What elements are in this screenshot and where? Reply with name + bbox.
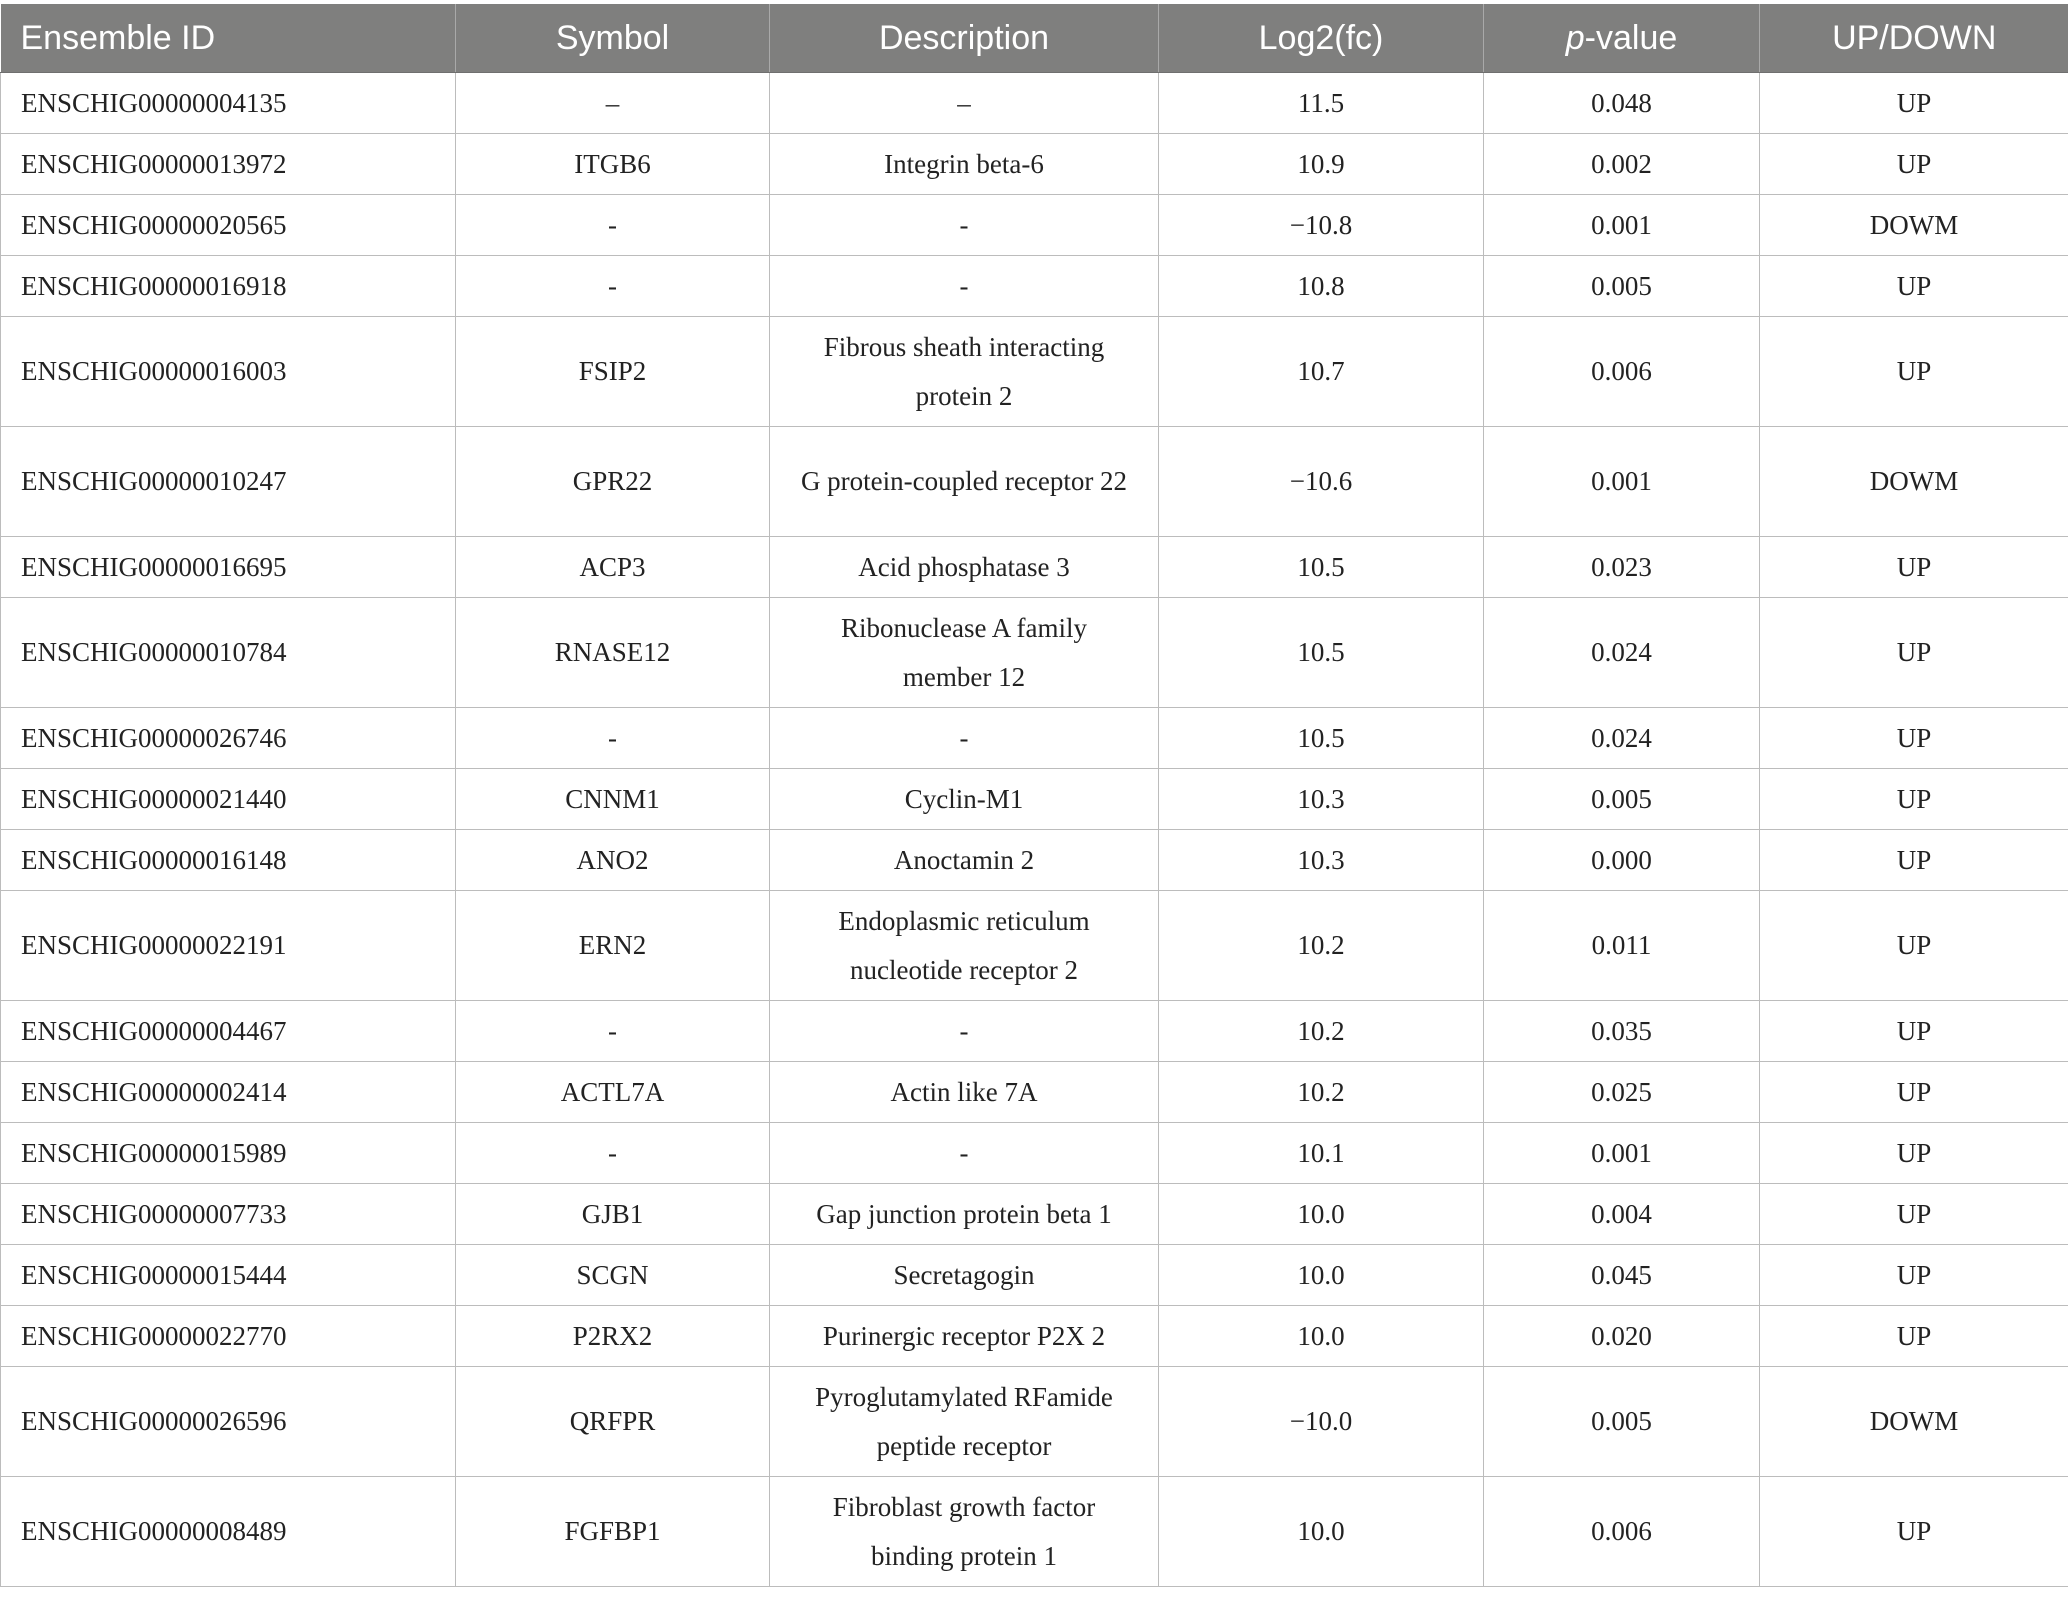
cell-updown: DOWM — [1760, 195, 2068, 256]
cell-log2fc: 10.2 — [1159, 1062, 1484, 1123]
cell-pvalue: 0.005 — [1484, 256, 1760, 317]
table-row — [1, 830, 2068, 891]
cell-updown: UP — [1760, 1001, 2068, 1062]
header-updown: UP/DOWN — [1760, 4, 2068, 73]
cell-updown: UP — [1760, 1062, 2068, 1123]
cell-description: Endoplasmic reticulum nucleotide receptor 2 — [770, 891, 1159, 1001]
cell-symbol: - — [456, 708, 770, 769]
cell-pvalue: 0.024 — [1484, 708, 1760, 769]
cell-updown: UP — [1760, 134, 2068, 195]
table-row — [1, 1123, 2068, 1184]
cell-description: Ribonuclease A family member 12 — [770, 598, 1159, 708]
cell-updown: UP — [1760, 830, 2068, 891]
cell-symbol: GJB1 — [456, 1184, 770, 1245]
cell-description: – — [770, 73, 1159, 134]
cell-log2fc: −10.6 — [1159, 427, 1484, 537]
cell-pvalue: 0.001 — [1484, 427, 1760, 537]
cell-updown: UP — [1760, 598, 2068, 708]
cell-ensemble-id: ENSCHIG00000016148 — [1, 830, 456, 891]
cell-symbol: – — [456, 73, 770, 134]
header-description: Description — [770, 4, 1159, 73]
table-row — [1, 256, 2068, 317]
cell-log2fc: 10.0 — [1159, 1245, 1484, 1306]
header-log2fc: Log2(fc) — [1159, 4, 1484, 73]
gene-table-container — [0, 4, 2068, 1587]
cell-ensemble-id: ENSCHIG00000016918 — [1, 256, 456, 317]
cell-updown: UP — [1760, 1306, 2068, 1367]
cell-symbol: ACP3 — [456, 537, 770, 598]
table-row — [1, 73, 2068, 134]
table-row — [1, 1477, 2068, 1587]
table-row — [1, 317, 2068, 427]
cell-description: - — [770, 256, 1159, 317]
cell-description: Purinergic receptor P2X 2 — [770, 1306, 1159, 1367]
cell-symbol: - — [456, 1123, 770, 1184]
cell-description: Cyclin-M1 — [770, 769, 1159, 830]
cell-pvalue: 0.001 — [1484, 1123, 1760, 1184]
table-row — [1, 134, 2068, 195]
cell-description: - — [770, 708, 1159, 769]
cell-log2fc: 10.2 — [1159, 1001, 1484, 1062]
cell-log2fc: 10.3 — [1159, 830, 1484, 891]
cell-symbol: ITGB6 — [456, 134, 770, 195]
cell-ensemble-id: ENSCHIG00000026746 — [1, 708, 456, 769]
cell-log2fc: −10.0 — [1159, 1367, 1484, 1477]
cell-symbol: - — [456, 195, 770, 256]
cell-updown: DOWM — [1760, 427, 2068, 537]
cell-pvalue: 0.004 — [1484, 1184, 1760, 1245]
cell-description: Gap junction protein beta 1 — [770, 1184, 1159, 1245]
cell-description: Actin like 7A — [770, 1062, 1159, 1123]
cell-ensemble-id: ENSCHIG00000010247 — [1, 427, 456, 537]
cell-updown: UP — [1760, 769, 2068, 830]
cell-symbol: ACTL7A — [456, 1062, 770, 1123]
cell-ensemble-id: ENSCHIG00000010784 — [1, 598, 456, 708]
cell-log2fc: 10.2 — [1159, 891, 1484, 1001]
cell-description: G protein-coupled receptor 22 — [770, 427, 1159, 537]
cell-symbol: CNNM1 — [456, 769, 770, 830]
header-symbol: Symbol — [456, 4, 770, 73]
cell-log2fc: 10.1 — [1159, 1123, 1484, 1184]
cell-symbol: SCGN — [456, 1245, 770, 1306]
cell-ensemble-id: ENSCHIG00000002414 — [1, 1062, 456, 1123]
cell-ensemble-id: ENSCHIG00000020565 — [1, 195, 456, 256]
cell-ensemble-id: ENSCHIG00000021440 — [1, 769, 456, 830]
cell-symbol: FGFBP1 — [456, 1477, 770, 1587]
cell-pvalue: 0.005 — [1484, 769, 1760, 830]
cell-log2fc: 10.0 — [1159, 1184, 1484, 1245]
cell-pvalue: 0.006 — [1484, 317, 1760, 427]
cell-log2fc: 10.5 — [1159, 598, 1484, 708]
cell-updown: DOWM — [1760, 1367, 2068, 1477]
header-row — [1, 4, 2068, 73]
cell-pvalue: 0.002 — [1484, 134, 1760, 195]
header-ensemble-id: Ensemble ID — [1, 4, 456, 73]
table-row — [1, 1001, 2068, 1062]
cell-description: - — [770, 195, 1159, 256]
cell-description: Pyroglutamylated RFamide peptide receptor — [770, 1367, 1159, 1477]
table-row — [1, 427, 2068, 537]
cell-ensemble-id: ENSCHIG00000022191 — [1, 891, 456, 1001]
cell-symbol: RNASE12 — [456, 598, 770, 708]
table-row — [1, 1306, 2068, 1367]
cell-updown: UP — [1760, 537, 2068, 598]
cell-ensemble-id: ENSCHIG00000004135 — [1, 73, 456, 134]
cell-description: Integrin beta-6 — [770, 134, 1159, 195]
table-row — [1, 769, 2068, 830]
cell-symbol: - — [456, 1001, 770, 1062]
table-body — [1, 73, 2068, 1587]
table-row — [1, 598, 2068, 708]
cell-description: Fibroblast growth factor binding protein 1 — [770, 1477, 1159, 1587]
cell-description: - — [770, 1123, 1159, 1184]
cell-updown: UP — [1760, 317, 2068, 427]
header-pvalue — [1484, 4, 1760, 73]
cell-log2fc: 10.9 — [1159, 134, 1484, 195]
cell-pvalue: 0.045 — [1484, 1245, 1760, 1306]
cell-ensemble-id: ENSCHIG00000022770 — [1, 1306, 456, 1367]
cell-symbol: ERN2 — [456, 891, 770, 1001]
cell-updown: UP — [1760, 891, 2068, 1001]
cell-pvalue: 0.005 — [1484, 1367, 1760, 1477]
cell-ensemble-id: ENSCHIG00000004467 — [1, 1001, 456, 1062]
cell-description: Fibrous sheath interacting protein 2 — [770, 317, 1159, 427]
cell-log2fc: 10.3 — [1159, 769, 1484, 830]
cell-pvalue: 0.000 — [1484, 830, 1760, 891]
table-row — [1, 1184, 2068, 1245]
cell-pvalue: 0.035 — [1484, 1001, 1760, 1062]
cell-pvalue: 0.011 — [1484, 891, 1760, 1001]
cell-updown: UP — [1760, 1123, 2068, 1184]
cell-ensemble-id: ENSCHIG00000016695 — [1, 537, 456, 598]
cell-ensemble-id: ENSCHIG00000026596 — [1, 1367, 456, 1477]
table-row — [1, 1062, 2068, 1123]
cell-updown: UP — [1760, 708, 2068, 769]
cell-updown: UP — [1760, 73, 2068, 134]
cell-log2fc: 10.8 — [1159, 256, 1484, 317]
cell-ensemble-id: ENSCHIG00000015989 — [1, 1123, 456, 1184]
cell-description: Acid phosphatase 3 — [770, 537, 1159, 598]
cell-updown: UP — [1760, 1245, 2068, 1306]
cell-ensemble-id: ENSCHIG00000013972 — [1, 134, 456, 195]
table-row — [1, 708, 2068, 769]
cell-description: Anoctamin 2 — [770, 830, 1159, 891]
table-row — [1, 1245, 2068, 1306]
table-row — [1, 195, 2068, 256]
cell-symbol: FSIP2 — [456, 317, 770, 427]
cell-log2fc: 11.5 — [1159, 73, 1484, 134]
cell-ensemble-id: ENSCHIG00000007733 — [1, 1184, 456, 1245]
cell-log2fc: 10.5 — [1159, 708, 1484, 769]
cell-symbol: QRFPR — [456, 1367, 770, 1477]
cell-symbol: ANO2 — [456, 830, 770, 891]
cell-log2fc: 10.5 — [1159, 537, 1484, 598]
cell-updown: UP — [1760, 256, 2068, 317]
cell-pvalue: 0.006 — [1484, 1477, 1760, 1587]
table-row — [1, 891, 2068, 1001]
cell-log2fc: 10.0 — [1159, 1306, 1484, 1367]
cell-ensemble-id: ENSCHIG00000015444 — [1, 1245, 456, 1306]
table-row — [1, 1367, 2068, 1477]
cell-pvalue: 0.024 — [1484, 598, 1760, 708]
cell-pvalue: 0.025 — [1484, 1062, 1760, 1123]
cell-pvalue: 0.048 — [1484, 73, 1760, 134]
cell-description: Secretagogin — [770, 1245, 1159, 1306]
cell-description: - — [770, 1001, 1159, 1062]
cell-updown: UP — [1760, 1477, 2068, 1587]
cell-symbol: GPR22 — [456, 427, 770, 537]
header-pvalue-rest: -value — [1584, 18, 1678, 57]
cell-symbol: P2RX2 — [456, 1306, 770, 1367]
cell-pvalue: 0.020 — [1484, 1306, 1760, 1367]
cell-log2fc: 10.0 — [1159, 1477, 1484, 1587]
cell-log2fc: −10.8 — [1159, 195, 1484, 256]
table-row — [1, 537, 2068, 598]
cell-ensemble-id: ENSCHIG00000008489 — [1, 1477, 456, 1587]
cell-updown: UP — [1760, 1184, 2068, 1245]
cell-pvalue: 0.001 — [1484, 195, 1760, 256]
gene-expression-table — [0, 4, 2068, 1587]
cell-symbol: - — [456, 256, 770, 317]
header-pvalue-italic: p — [1565, 18, 1585, 57]
table-header — [1, 4, 2068, 73]
cell-pvalue: 0.023 — [1484, 537, 1760, 598]
cell-log2fc: 10.7 — [1159, 317, 1484, 427]
cell-ensemble-id: ENSCHIG00000016003 — [1, 317, 456, 427]
